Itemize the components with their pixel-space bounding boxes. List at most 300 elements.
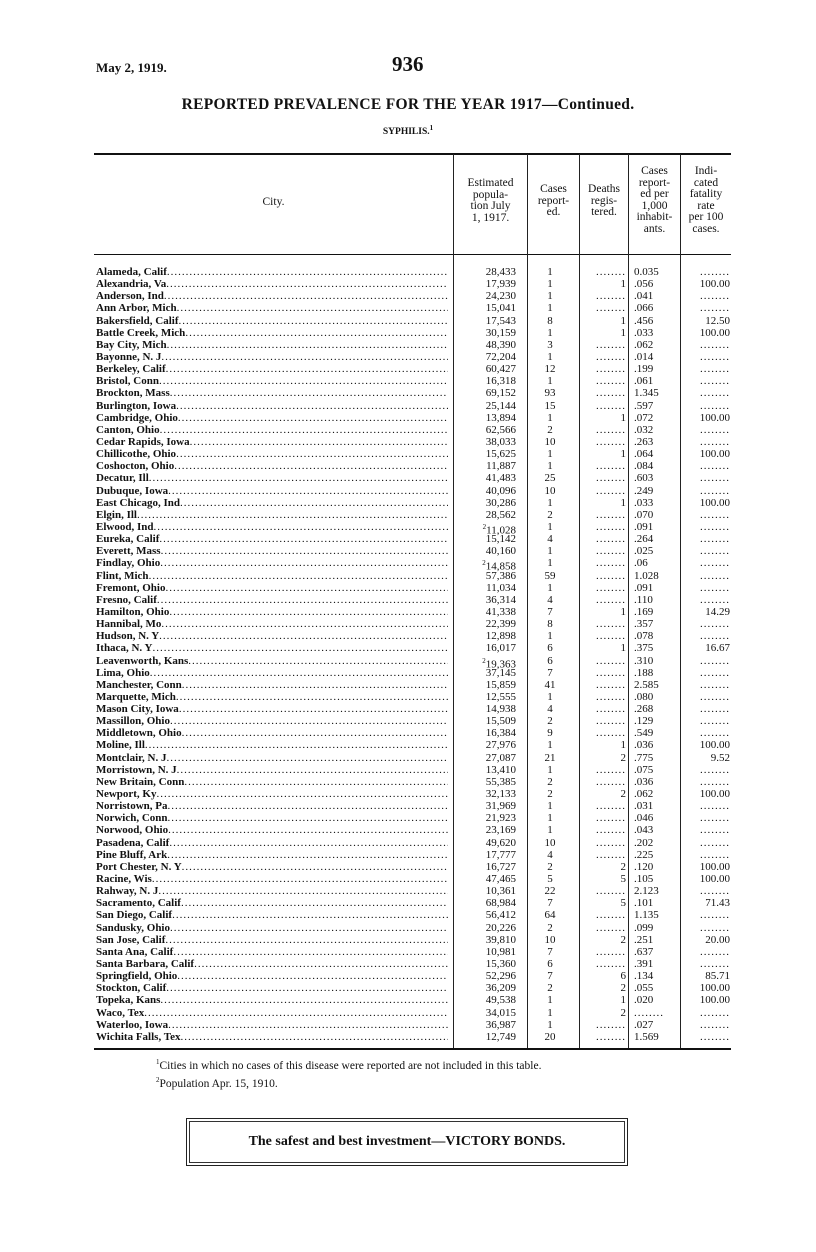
fatality-leader: ........ [700,569,730,582]
table-row [94,994,731,1006]
deaths-cell: 2 [620,982,626,995]
city-name: Hannibal, Mo ..... [96,618,448,630]
rate-cell: .064 [634,448,654,461]
footnote-text: Population Apr. 15, 1910. [159,1077,278,1090]
header-deaths-line: Deaths [588,183,620,195]
population-cell [454,412,516,424]
deaths-leader: ........ [596,703,626,716]
fatality-leader: ........ [700,533,730,546]
cases-cell: 1 [547,290,553,303]
population-value: 14,938 [485,703,516,716]
city-name: Cedar Rapids, Iowa ..... [96,436,448,448]
deaths-leader: ........ [596,266,626,278]
city-name: Pine Bluff, Ark ..... [96,849,448,861]
deaths-cell: 1 [620,994,626,1007]
fatality-cell: 100.00 [699,982,730,995]
cases-cell: 1 [547,824,553,837]
population-cell [454,667,516,679]
fatality-leader: ........ [700,800,730,813]
header-fatality-line: cases. [692,222,720,235]
population-value: 28,433 [485,266,516,278]
rate-cell: .046 [634,812,654,825]
header-population [454,178,527,224]
rate-cell: .202 [634,836,654,849]
population-value: 56,412 [485,909,516,922]
population-value: 11,034 [486,581,516,594]
table-row [94,727,731,739]
cases-cell: 7 [547,945,553,958]
cases-cell: 1 [547,460,553,473]
population-cell [454,752,516,764]
rate-cell: 2.585 [634,678,659,691]
population-value: 62,566 [485,423,516,436]
city-name: Rahway, N. J ..... [96,885,448,897]
population-cell [454,630,516,642]
rate-cell: .055 [634,982,654,995]
rate-cell: .120 [634,860,654,873]
deaths-leader: ........ [596,387,626,400]
population-value: 38,033 [485,435,516,448]
city-name: Lima, Ohio ..... [96,667,448,679]
population-cell [454,618,516,630]
city-name: Manchester, Conn ..... [96,679,448,691]
city-name: Middletown, Ohio ..... [96,727,448,739]
deaths-leader: ........ [596,727,626,740]
header-city-label: City. [262,196,285,208]
city-name: Santa Barbara, Calif ..... [96,958,448,970]
fatality-leader: ........ [700,1018,730,1031]
rate-cell: .251 [634,933,654,946]
cases-cell: 4 [547,533,553,546]
deaths-leader: ........ [596,775,626,788]
population-cell [454,788,516,800]
rate-cell: 2.123 [634,885,659,898]
city-name: Waterloo, Iowa ..... [96,1019,448,1031]
header-fatality-line: Indi- [694,165,718,177]
deaths-leader: ........ [596,472,626,485]
fatality-leader: ........ [700,460,730,473]
city-name: Hudson, N. Y ..... [96,630,448,642]
cases-cell: 1 [547,994,553,1007]
population-cell [454,824,516,836]
population-value: 13,410 [485,763,516,776]
city-name: East Chicago, Ind ..... [96,497,448,509]
header-cases [528,184,579,219]
fatality-leader: ........ [700,885,730,898]
population-cell [454,278,516,290]
population-cell [454,970,516,982]
rate-cell: .597 [634,399,654,412]
cases-cell: 8 [547,314,553,327]
city-name: Topeka, Kans ..... [96,994,448,1006]
table-row [94,485,731,497]
city-name: Canton, Ohio ..... [96,424,448,436]
population-value: 28,562 [485,508,516,521]
table-row [94,436,731,448]
population-value: 17,543 [485,314,516,327]
cases-cell: 1 [547,411,553,424]
deaths-cell: 6 [620,970,626,983]
page-number: 936 [392,52,424,76]
cases-cell: 64 [544,909,556,922]
rate-cell: .249 [634,484,654,497]
population-cell [454,958,516,970]
population-cell [454,812,516,824]
population-cell [454,315,516,327]
table-row [94,570,731,582]
deaths-cell: 1 [620,411,626,424]
population-value: 57,386 [485,569,516,582]
table-row [94,290,731,302]
fatality-cell: 100.00 [699,860,730,873]
header-cases-per-1000 [629,166,680,235]
rate-cell: .033 [634,326,654,339]
deaths-leader: ........ [596,848,626,861]
fatality-leader: ........ [700,690,730,703]
population-cell [454,764,516,776]
deaths-leader: ........ [596,520,626,533]
fatality-cell: 100.00 [699,278,730,291]
fatality-leader: ........ [700,472,730,485]
fatality-cell: 12.50 [705,314,730,327]
city-name: San Jose, Calif ..... [96,934,448,946]
city-name: Marquette, Mich ..... [96,691,448,703]
city-name: Bakersfield, Calif ..... [96,315,448,327]
table-row [94,545,731,557]
cases-cell: 1 [547,350,553,363]
city-name: Ann Arbor, Mich ..... [96,302,448,314]
rate-cell: 1.345 [634,387,659,400]
fatality-leader: ........ [700,727,730,740]
table-row [94,412,731,424]
cases-cell: 1 [547,496,553,509]
city-name: Newport, Ky ..... [96,788,448,800]
population-value: 39,810 [485,933,516,946]
table-row [94,520,731,537]
rate-cell: 1.569 [634,1030,659,1043]
fatality-leader: ........ [700,350,730,363]
deaths-leader: ........ [596,484,626,497]
population-value: 22,399 [485,618,516,631]
fatality-leader: ........ [700,848,730,861]
fatality-leader: ........ [700,763,730,776]
cases-cell: 20 [544,1030,556,1043]
cases-cell: 4 [547,703,553,716]
cases-cell: 1 [547,545,553,558]
cases-cell: 1 [547,812,553,825]
city-name: Morristown, N. J ..... [96,764,448,776]
city-name: Eureka, Calif ..... [96,533,448,545]
table-row [94,497,731,509]
table-row [94,849,731,861]
rate-cell: .066 [634,302,654,315]
table-row [94,327,731,339]
header-fatality-line: rate [697,199,715,212]
deaths-leader: ........ [596,460,626,473]
deaths-leader: ........ [596,423,626,436]
fatality-leader: ........ [700,715,730,728]
header-city [94,197,453,209]
population-value: 52,296 [485,970,516,983]
header-population-line: tion July [470,200,511,212]
city-name: Chillicothe, Ohio ..... [96,448,448,460]
population-cell [454,861,516,873]
city-name: Brockton, Mass ..... [96,387,448,399]
city-name: Alexandria, Va ..... [96,278,448,290]
city-name: Elwood, Ind ..... [96,521,448,533]
population-value: 68,984 [485,897,516,910]
table-row [94,594,731,606]
cases-cell: 1 [547,448,553,461]
population-cell [454,594,516,606]
rate-cell: .032 [634,423,654,436]
population-cell [454,776,516,788]
population-value: 16,727 [485,860,516,873]
fatality-leader: ........ [700,1006,730,1019]
rate-cell: .075 [634,763,654,776]
table-row [94,351,731,363]
rate-cell: .456 [634,314,654,327]
population-cell [454,885,516,897]
subtitle-footnote-mark: 1 [429,124,434,132]
population-value: 49,538 [485,994,516,1007]
cases-cell: 93 [544,387,556,400]
city-name: Santa Ana, Calif ..... [96,946,448,958]
city-name: Flint, Mich ..... [96,570,448,582]
table-row [94,533,731,545]
footnote [156,1055,541,1073]
rate-cell: .062 [634,788,654,801]
city-name: Norristown, Pa ..... [96,800,448,812]
cases-cell: 6 [547,958,553,971]
rate-cell: .091 [634,520,654,533]
rate-cell: .056 [634,278,654,291]
fatality-leader: ........ [700,423,730,436]
deaths-leader: ........ [596,1030,626,1043]
rate-cell: .129 [634,715,654,728]
population-cell [454,497,516,509]
cases-cell: 7 [547,897,553,910]
population-value: 16,384 [485,727,516,740]
table-row [94,315,731,327]
rate-cell: .014 [634,350,654,363]
table-row [94,752,731,764]
rate-cell: 0.035 [634,266,659,278]
rate-cell: .036 [634,775,654,788]
population-cell [454,739,516,751]
deaths-leader: ........ [596,763,626,776]
fatality-cell: 100.00 [699,739,730,752]
table-row [94,339,731,351]
cases-cell: 1 [547,520,553,533]
cases-cell: 1 [547,302,553,315]
population-cell [454,327,516,339]
population-value: 47,465 [485,873,516,886]
cases-cell: 2 [547,423,553,436]
deaths-cell: 1 [620,739,626,752]
cases-cell: 25 [544,472,556,485]
table-row [94,873,731,885]
population-cell [454,375,516,387]
population-value: 16,017 [485,642,516,655]
deaths-leader: ........ [596,1018,626,1031]
population-cell [454,448,516,460]
header-rate-line: ed per [640,188,669,200]
deaths-leader: ........ [596,533,626,546]
population-cell [454,460,516,472]
rate-cell: .091 [634,581,654,594]
city-name: Coshocton, Ohio ..... [96,460,448,472]
deaths-leader: ........ [596,375,626,388]
city-name: San Diego, Calif ..... [96,909,448,921]
fatality-leader: ........ [700,266,730,278]
table-row [94,691,731,703]
rate-cell: .188 [634,666,654,679]
rate-cell: .637 [634,945,654,958]
population-footnote-mark: 2 [482,559,486,568]
rate-cell: .775 [634,751,654,764]
rate-cell: .375 [634,642,654,655]
cases-cell: 22 [544,885,556,898]
rate-cell: 1.135 [634,909,659,922]
cases-cell: 5 [547,873,553,886]
table-row [94,1007,731,1019]
table-row [94,764,731,776]
cases-cell: 2 [547,788,553,801]
table-row [94,606,731,618]
fatality-leader: ........ [700,557,730,570]
header-rate-line: Cases [641,165,668,177]
cases-cell: 1 [547,557,553,570]
population-cell [454,545,516,557]
deaths-cell: 1 [620,326,626,339]
deaths-leader: ........ [596,557,626,570]
population-cell [454,715,516,727]
footnote [156,1073,541,1091]
city-name: Pasadena, Calif ..... [96,837,448,849]
population-value: 15,142 [485,533,516,546]
city-name: Decatur, Ill ..... [96,472,448,484]
population-value: 15,360 [485,958,516,971]
population-cell [454,679,516,691]
population-value: 69,152 [485,387,516,400]
fatality-leader: ........ [700,290,730,303]
table-row [94,703,731,715]
page-title: REPORTED PREVALENCE FOR THE YEAR 1917—Continued. [181,96,635,113]
rate-cell: .084 [634,460,654,473]
population-value: 11,028 [486,524,516,537]
fatality-leader: ........ [700,703,730,716]
population-cell [454,934,516,946]
city-name: Montclair, N. J ..... [96,752,448,764]
table-row [94,982,731,994]
header-deaths [580,184,628,219]
cases-cell: 15 [544,399,556,412]
population-cell [454,994,516,1006]
fatality-leader: ........ [700,375,730,388]
deaths-cell: 5 [620,897,626,910]
table-subtitle [0,124,816,137]
table-body [94,266,731,1043]
rate-cell: .264 [634,533,654,546]
city-name: Springfield, Ohio ..... [96,970,448,982]
cases-cell: 7 [547,605,553,618]
population-value: 30,159 [485,326,516,339]
table-row [94,776,731,788]
fatality-leader: ........ [700,945,730,958]
population-cell [454,837,516,849]
deaths-cell: 2 [620,1006,626,1019]
population-value: 27,976 [485,739,516,752]
population-cell [454,339,516,351]
deaths-leader: ........ [596,350,626,363]
population-cell [454,351,516,363]
cases-cell: 1 [547,1006,553,1019]
city-name: Norwood, Ohio ..... [96,824,448,836]
rate-cell: .110 [634,593,653,606]
cases-cell: 10 [544,484,556,497]
cases-cell: 7 [547,970,553,983]
deaths-cell: 2 [620,788,626,801]
deaths-leader: ........ [596,399,626,412]
fatality-leader: ........ [700,593,730,606]
deaths-leader: ........ [596,654,626,667]
cases-cell: 2 [547,982,553,995]
city-name: Norwich, Conn ..... [96,812,448,824]
table-row [94,824,731,836]
city-name: Port Chester, N. Y ..... [96,861,448,873]
city-name: Massillon, Ohio ..... [96,715,448,727]
table-row [94,788,731,800]
table-row [94,946,731,958]
table-row [94,885,731,897]
city-name: Hamilton, Ohio ..... [96,606,448,618]
cases-cell: 10 [544,836,556,849]
table-row [94,424,731,436]
table-row [94,302,731,314]
table-row [94,1019,731,1031]
deaths-leader: ........ [596,290,626,303]
victory-bonds-notice: The safest and best investment—VICTORY BONDS. [186,1118,628,1166]
deaths-leader: ........ [596,545,626,558]
deaths-leader: ........ [596,618,626,631]
issue-date: May 2, 1919. [96,60,167,75]
deaths-leader: ........ [596,338,626,351]
deaths-cell: 2 [620,933,626,946]
population-cell [454,582,516,594]
population-value: 40,160 [485,545,516,558]
population-cell [454,606,516,618]
rate-cell: .268 [634,703,654,716]
fatality-cell: 14.29 [705,605,730,618]
population-value: 20,226 [485,921,516,934]
cases-cell: 1 [547,278,553,291]
table-row [94,400,731,412]
population-value: 41,483 [485,472,516,485]
city-name: Dubuque, Iowa ..... [96,485,448,497]
table-row [94,679,731,691]
rate-cell: .199 [634,363,654,376]
rate-cell: .225 [634,848,654,861]
fatality-leader: ........ [700,812,730,825]
deaths-leader: ........ [596,435,626,448]
population-value: 17,939 [485,278,516,291]
deaths-leader: ........ [596,593,626,606]
deaths-leader: ........ [596,885,626,898]
cases-cell: 6 [547,654,553,667]
deaths-cell: 1 [620,278,626,291]
population-cell [454,909,516,921]
